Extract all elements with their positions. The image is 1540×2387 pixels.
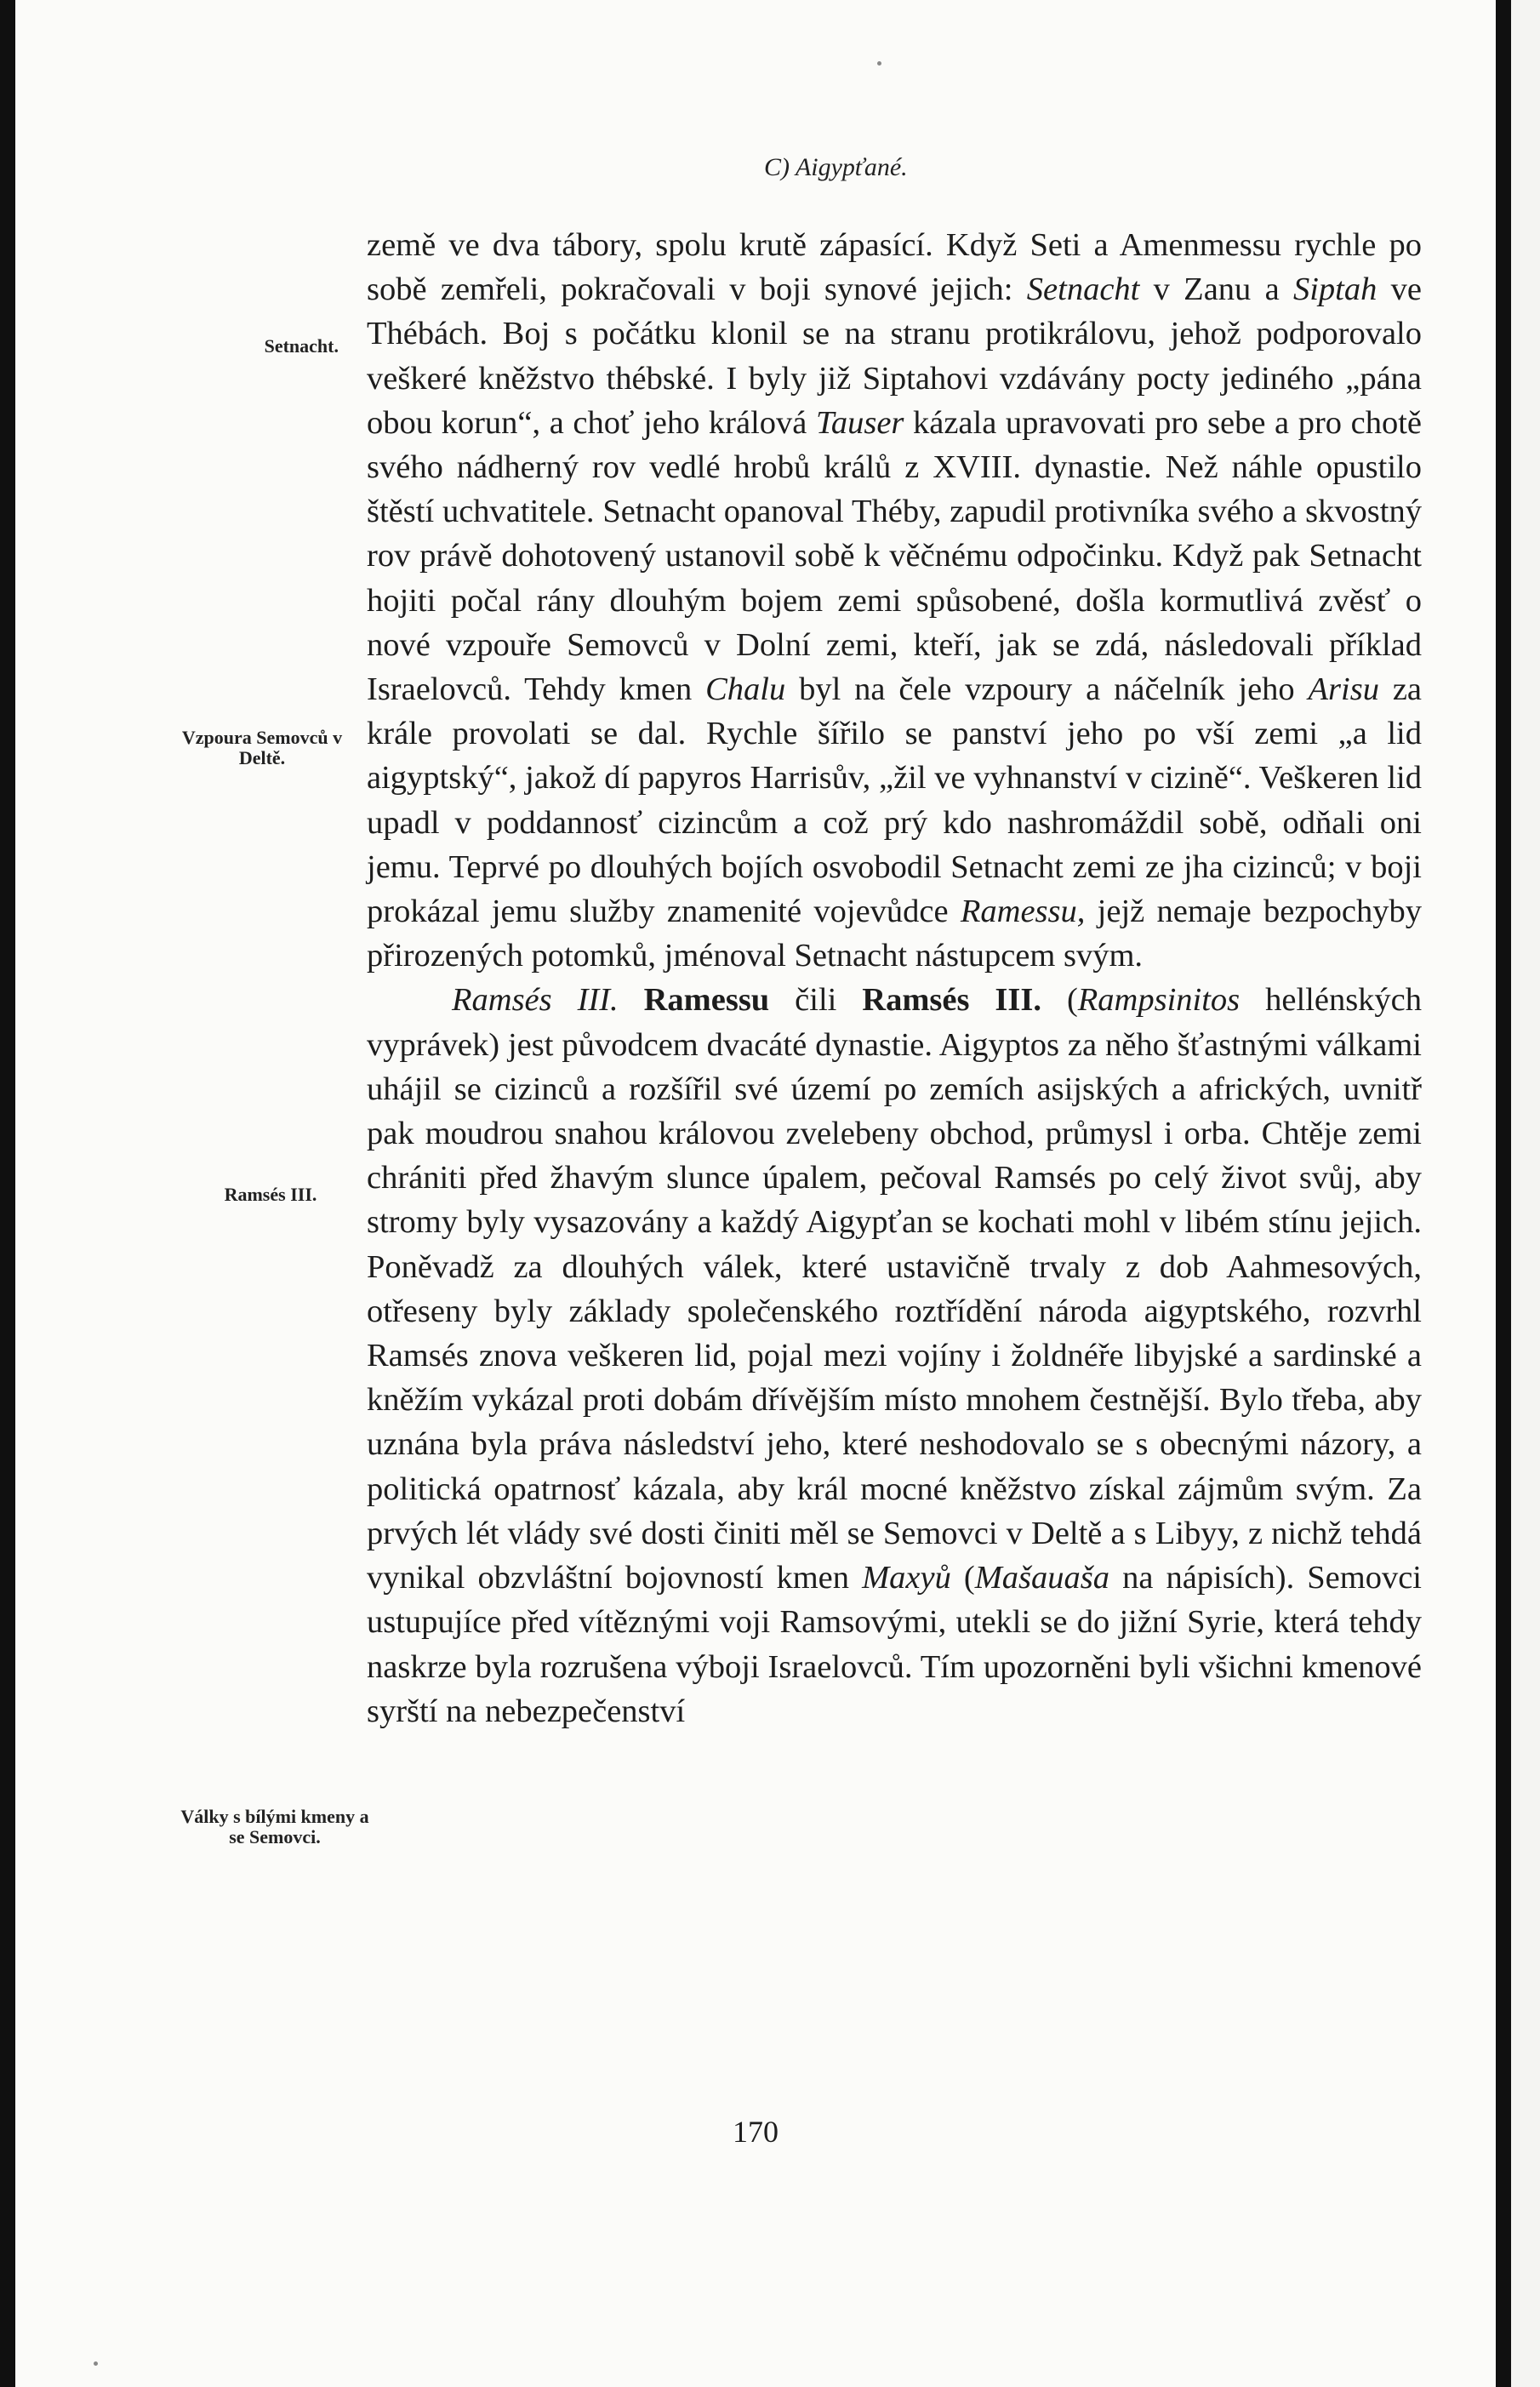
- margin-note-valky: Války s bílými kmeny a se Semovci.: [180, 1806, 369, 1847]
- margin-note-vzpoura: Vzpoura Semovců v Deltě.: [181, 727, 343, 768]
- page-number: 170: [733, 2115, 779, 2149]
- margin-note-setnacht: Setnacht.: [264, 335, 339, 357]
- margin-note-ramses: Ramsés III.: [224, 1184, 317, 1205]
- speck: [94, 2361, 98, 2366]
- adjacent-page-edge: [1511, 0, 1540, 2387]
- body-text: [367, 223, 1422, 1733]
- paragraph-1: země ve dva tábory, spolu krutě zápasící. Když Seti a Amenmessu rychle po sobě zemřeli, pokračovali v boji synové jejich: Setnacht v Zanu a Siptah ve Thébách. Boj s počátku klonil se na stranu protikrálovu, jehož podporovalo veškeré kněžstvo thébské. I byly již Siptahovi vzdávány pocty jediného „pána obou korun“, a choť jeho králová Tauser kázala upravovati pro sebe a pro chotě svého nádherný rov vedlé hrobů králů z XVIII. dynastie. Než náhle opustilo štěstí uchvatitele. Setnacht opanoval Théby, zapudil protivníka svého a skvostný rov právě dohotovený ustanovil sobě k věčnému odpočinku. Když pak Setnacht hojiti počal rány dlouhým bojem zemi spůsobené, došla kormutlivá zvěsť o nové vzpouře Semovců v Dolní zemi, kteří, jak se zdá, následovali příklad Israelovců. Tehdy kmen Chalu byl na čele vzpoury a náčelník jeho Arisu za krále provolati se dal. Rychle šířilo se panství jeho po vší zemi „a lid aigyptský“, jakož dí papyros Harrisův, „žil ve vyhnanství v cizině“. Veškeren lid upadl v poddannosť cizincům a což prý kdo nashromáždil sobě, odňali oni jemu. Teprvé po dlouhých bojích osvobodil Setnacht zemi ze jha cizinců; v boji prokázal jemu služby znamenité vojevůdce Ramessu, jejž nemaje bezpochyby přirozených potomků, jménoval Setnacht nástupcem svým.: [367, 227, 1423, 974]
- paragraph-2: Ramsés III. Ramessu čili Ramsés III. (Rampsinitos hellénských vyprávek) jest původcem dvacáté dynastie. Aigyptos za něho šťastnými válkami uhájil se cizinců a rozšířil své území po zemích asijských a afrických, uvnitř pak moudrou snahou královou zvelebeny obchod, průmysl i orba. Chtěje zemi chrániti před žhavým slunce úpalem, pečoval Ramsés po celý život svůj, aby stromy byly vysazovány a každý Aigypťan se kochati mohl v libém stínu jejich. Poněvadž za dlouhých válek, které ustavičně trvaly z dob Aahmesových, otřeseny byly základy společenského roztřídění národa aigyptského, rozvrhl Ramsés znova veškeren lid, pojal mezi vojíny i žoldnéře libyjské a sardinské a kněžím vykázal proti dobám dřívějším místo mnohem čestnější. Bylo třeba, aby uznána byla práva následství jeho, které neshodovalo se s obecnými názory, a politická opatrnosť kázala, aby král mocné kněžstvo získal zájmům svým. Za prvých lét vlády své dosti činiti měl se Semovci v Deltě a s Libyy, z nichž tehdá vynikal obzvláštní bojovností kmen Maxyů (Mašauaša na nápisích). Semovci ustupujíce před vítěznými voji Ramsovými, utekli se do jižní Syrie, která tehdy naskrze byla rozrušena výboji Israelovců. Tím upozorněni byli všichni kmenové syrští na nebezpečenství: [367, 982, 1423, 1729]
- running-header: C) Aigypťané.: [764, 153, 908, 181]
- book-page: [15, 0, 1496, 2387]
- speck: [877, 61, 881, 66]
